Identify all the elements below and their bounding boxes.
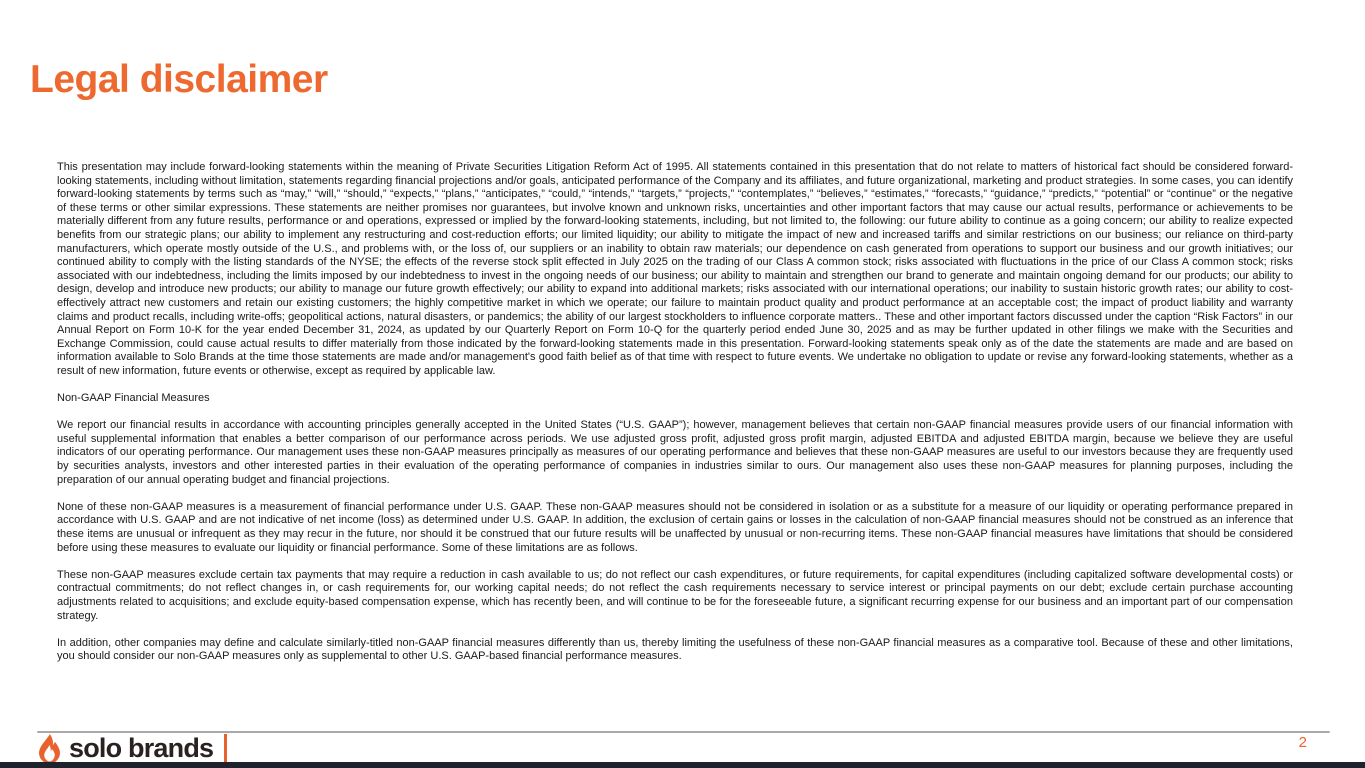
disclaimer-paragraph: None of these non-GAAP measures is a measurement of financial performance under U.S. GAAP. These non-GAAP measures should not be considered in isolation or as a substitute for a measure of our liquidity or operating performance prepared in accordance with U.S. GAAP and are not indicative of net income (loss) as determined under U.S. GAAP. In addition, the exclusion of certain gains or losses in the calculation of non-GAAP financial measures should not be construed as an inference that these items are unusual or infrequent as they may recur in the future, nor should it be construed that our future results will be unaffected by unusual or non-recurring items. These non-GAAP financial measures have limitations that should be considered before using these measures to evaluate our liquidity or financial performance. Some of these limitations are as follows.	[57, 500, 1293, 554]
solo-brands-logo	[37, 733, 227, 765]
disclaimer-paragraph: We report our financial results in accordance with accounting principles generally accepted in the United States (“U.S. GAAP”); however, management believes that certain non-GAAP financial measures provide users of our financial information with useful supplemental information that enables a better comparison of our performance across periods. We use adjusted gross profit, adjusted gross profit margin, adjusted EBITDA and adjusted EBITDA margin, because we believe they are useful indicators of our operating performance. Our management uses these non-GAAP measures principally as measures of our operating performance and believes that these non-GAAP measures are useful to our investors because they are frequently used by securities analysts, investors and other interested parties in their evaluation of the operating performance of companies in industries similar to ours. Our management also uses these non-GAAP measures for planning purposes, including the preparation of our annual operating budget and financial projections.	[57, 419, 1293, 486]
flame-icon	[37, 734, 62, 765]
forward-looking-statements-paragraph: This presentation may include forward-looking statements within the meaning of Private Securities Litigation Reform Act of 1995. All statements contained in this presentation that do not relate to matters of historical fact should be considered forward-looking statements, including without limitation, statements regarding financial projections and/or goals, anticipated performance of the Company and its affiliates, and future organizational, marketing and product strategies. In some cases, you can identify forward-looking statements by terms such as “may,” “will,” “should,” “expects,” “plans,” “anticipates,” “could,” “intends,” “targets,” “projects,” “contemplates,” “believes,” “estimates,” “forecasts,” “guidance,” “predicts,” “potential” or “continue” or the negative of these terms or other similar expressions. These statements are neither promises nor guarantees, but involve known and unknown risks, uncertainties and other important factors that may cause our actual results, performance or achievements to be materially different from any future results, performance or and operations, expressed or implied by the forward-looking statements, including, but not limited to, the following: our future ability to continue as a going concern; our ability to realize expected benefits from our strategic plans; our ability to implement any restructuring and cost-reduction efforts; our limited liquidity; our ability to mitigate the impact of new and increased tariffs and similar restrictions on our business; our reliance on third-party manufacturers, which operate mostly outside of the U.S., and problems with, or the loss of, our suppliers or an inability to obtain raw materials; our dependence on cash generated from operations to support our business and our growth initiatives; our continued ability to comply with the listing standards of the NYSE; the effects of the reverse stock split effected in July 2025 on the trading of our Class A common stock; risks associated with fluctuations in the price of our Class A common stock; risks associated with our indebtedness, including the limits imposed by our indebtedness to invest in the ongoing needs of our business; our ability to maintain and strengthen our brand to generate and maintain ongoing demand for our products; our ability to design, develop and introduce new products; our ability to manage our future growth effectively; our ability to expand into additional markets; risks associated with our international operations; our inability to sustain historic growth rates; our ability to cost-effectively attract new customers and retain our existing customers; the highly competitive market in which we operate; our failure to maintain product quality and product performance at an acceptable cost; the impact of product liability and warranty claims and product recalls, including write-offs; geopolitical actions, natural disasters, or pandemics; the ability of our largest stockholders to influence corporate matters.. These and other important factors discussed under the caption “Risk Factors” in our Annual Report on Form 10-K for the year ended December 31, 2024, as updated by our Quarterly Report on Form 10-Q for the quarterly period ended June 30, 2025 and as may be further updated in other filings we make with the Securities and Exchange Commission, could cause actual results to differ materially from those indicated by the forward-looking statements made in this presentation. Forward-looking statements speak only as of the date the statements are made and are based on information available to Solo Brands at the time those statements are made and/or management's good faith belief as of that time with respect to future events. We undertake no obligation to update or revise any forward-looking statements, whether as a result of new information, future events or otherwise, except as required by applicable law.	[57, 161, 1293, 377]
page-number: 2	[1298, 734, 1307, 751]
disclaimer-paragraph: These non-GAAP measures exclude certain tax payments that may require a reduction in cash available to us; do not reflect our cash expenditures, or future requirements, for capital expenditures (including capitalized software developmental costs) or contractual commitments; do not reflect changes in, or cash requirements for, our working capital needs; do not reflect the cash requirements necessary to service interest or principal payments on our debt; exclude certain purchase accounting adjustments related to acquisitions; and exclude equity-based compensation expense, which has recently been, and will continue to be for the foreseeable future, a significant recurring expense for our business and an important part of our compensation strategy.	[57, 568, 1293, 622]
page-title: Legal disclaimer	[30, 58, 328, 101]
disclaimer-body	[57, 161, 1293, 678]
non-gaap-section-heading: Non-GAAP Financial Measures	[57, 392, 210, 405]
footer-divider	[37, 731, 1330, 733]
logo-accent-bar	[224, 734, 227, 764]
bottom-accent-bar	[0, 762, 1365, 768]
disclaimer-paragraph: In addition, other companies may define and calculate similarly-titled non-GAAP financial measures differently than us, thereby limiting the usefulness of these non-GAAP financial measures as a comparative tool. Because of these and other limitations, you should consider our non-GAAP measures only as supplemental to other U.S. GAAP-based financial performance measures.	[57, 636, 1293, 663]
logo-text: solo brands	[69, 732, 214, 763]
